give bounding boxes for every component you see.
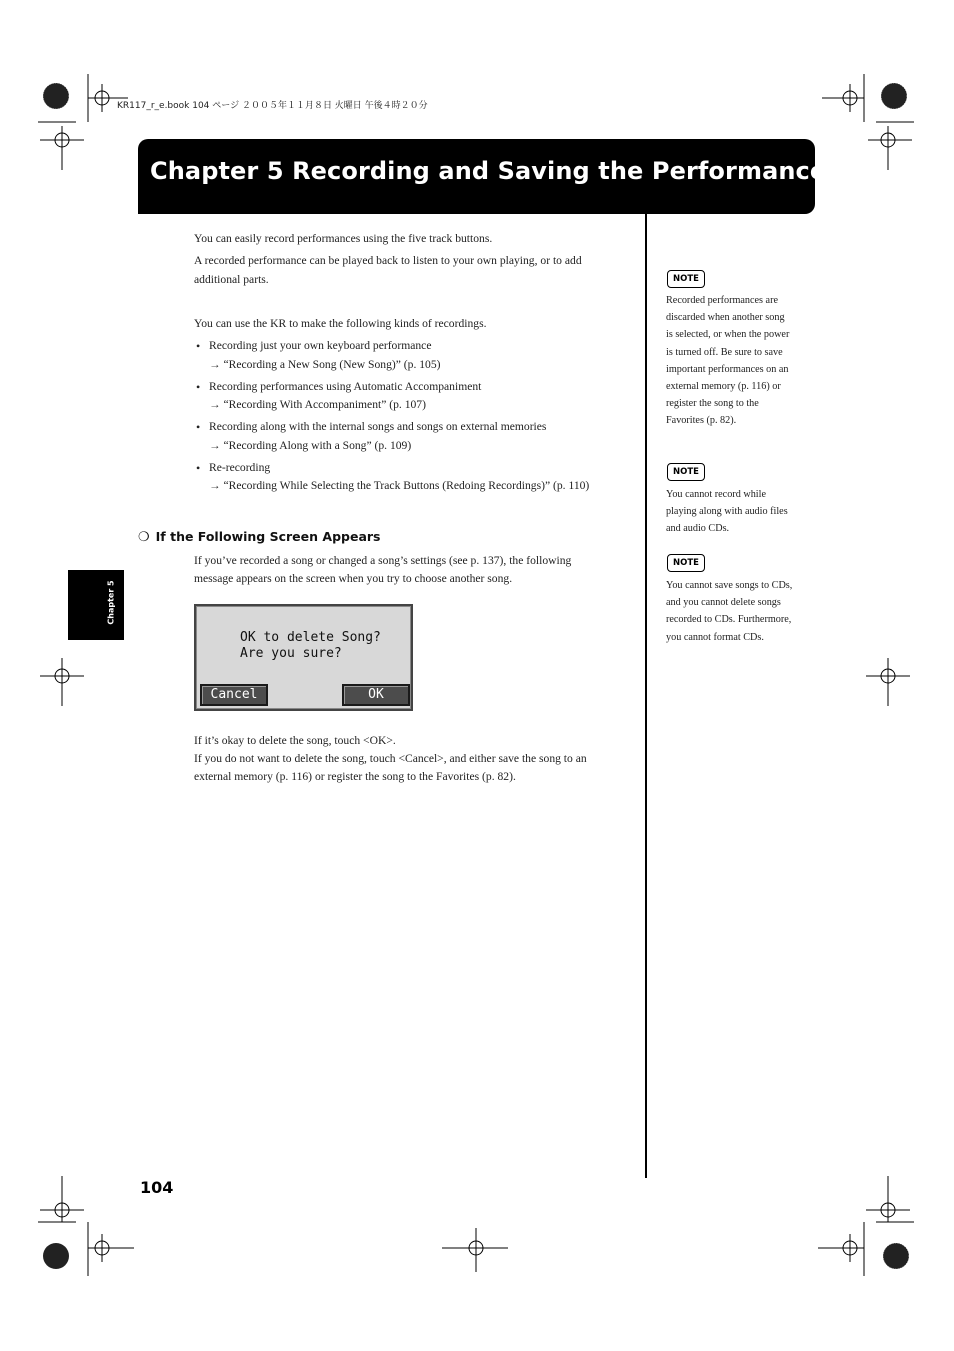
bullet-reference: → “Recording With Accompaniment” (p. 107): [209, 398, 426, 411]
bullet-reference: → “Recording Along with a Song” (p. 109): [209, 439, 412, 452]
section-line: message appears on the screen when you try to choose another song.: [194, 572, 513, 585]
note-badge: NOTE: [667, 463, 705, 481]
screen-message-line: Are you sure?: [240, 646, 342, 661]
registration-mark-bottom-right: [816, 1176, 916, 1276]
registration-mark-mid-left: [38, 658, 88, 708]
after-screen-line: If it’s okay to delete the song, touch <OK>.: [194, 734, 396, 747]
section-heading: ❍ If the Following Screen Appears: [138, 529, 381, 545]
side-chapter-tab: [68, 570, 124, 640]
circle-bullet-icon: ❍: [138, 530, 150, 545]
note-text: You cannot save songs to CDs, and you cannot delete songs recorded to CDs. Furthermore, you cannot format CDs.: [666, 580, 793, 643]
bullet-dot: •: [196, 380, 201, 394]
bullet-dot: •: [196, 339, 201, 353]
note-badge: NOTE: [667, 270, 705, 288]
intro-line: additional parts.: [194, 273, 269, 286]
section-line: If you’ve recorded a song or changed a song’s settings (see p. 137), the following: [194, 554, 572, 567]
bullet-reference: → “Recording a New Song (New Song)” (p. 105): [209, 358, 441, 371]
intro-line: A recorded performance can be played back to listen to your own playing, or to add: [194, 254, 582, 267]
registration-mark-mid-right: [866, 658, 916, 708]
note-text: Recorded performances are discarded when another song is selected, or when the power is turned off. Be sure to save important performances on an external memory (p. 116) or register the song to the Favorites (p. 82).: [666, 295, 790, 427]
intro-line: You can easily record performances using the five track buttons.: [194, 232, 493, 245]
bullet-dot: •: [196, 461, 201, 475]
registration-mark-top-right: [818, 74, 918, 174]
side-chapter-tab-label: Chapter 5: [106, 580, 116, 625]
kinds-intro: You can use the KR to make the following kinds of recordings.: [194, 317, 487, 330]
delete-song-screen: [194, 604, 413, 711]
cancel-button[interactable]: Cancel: [200, 684, 268, 706]
bullet-dot: •: [196, 420, 201, 434]
bullet-reference: → “Recording While Selecting the Track Buttons (Redoing Recordings)” (p. 110): [209, 479, 590, 492]
after-screen-line: If you do not want to delete the song, touch <Cancel>, and either save the song to an: [194, 752, 587, 765]
bullet-item: Recording performances using Automatic Accompaniment: [209, 380, 482, 393]
note-badge: NOTE: [667, 554, 705, 572]
page-number: 104: [140, 1178, 174, 1197]
after-screen-line: external memory (p. 116) or register the song to the Favorites (p. 82).: [194, 770, 516, 783]
bullet-item: Recording along with the internal songs and songs on external memories: [209, 420, 547, 433]
print-header: KR117_r_e.book 104 ページ ２００５年１１月８日 火曜日 午後４時２０分: [117, 101, 428, 111]
column-divider: [645, 214, 647, 1178]
chapter-title: Chapter 5 Recording and Saving the Performance: [150, 157, 827, 185]
registration-mark-top-left: [38, 74, 128, 174]
ok-button[interactable]: OK: [342, 684, 410, 706]
screen-message-line: OK to delete Song?: [240, 630, 381, 645]
bullet-item: Re-recording: [209, 461, 271, 474]
registration-mark-bottom-center: [440, 1228, 510, 1274]
registration-mark-bottom-left: [38, 1176, 138, 1276]
note-text: You cannot record while playing along with audio files and audio CDs.: [666, 489, 788, 535]
bullet-item: Recording just your own keyboard performance: [209, 339, 432, 352]
